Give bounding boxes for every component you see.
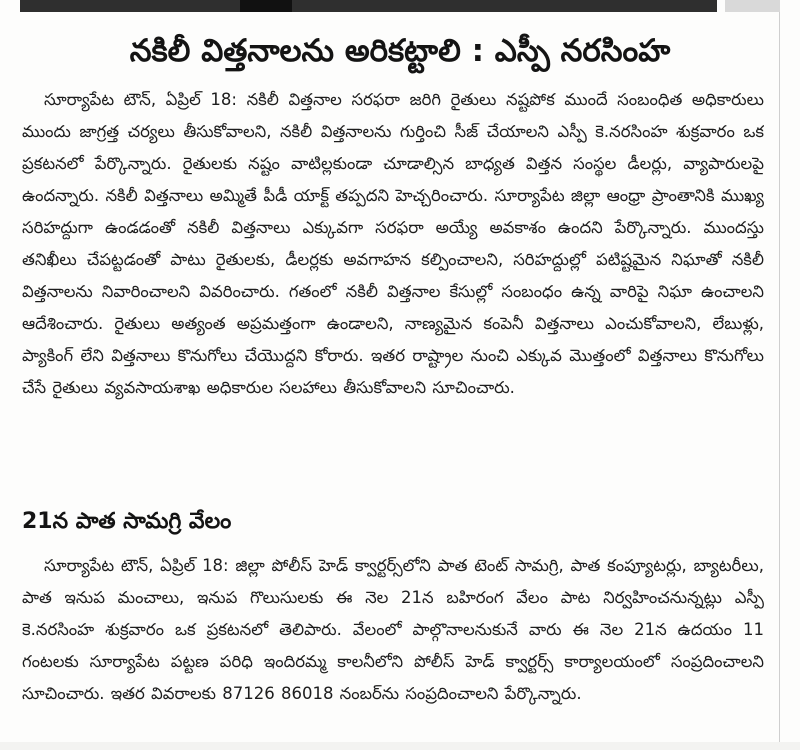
- page-bottom-edge: [0, 742, 800, 750]
- top-banner-bar: [20, 0, 717, 12]
- column-divider: [779, 12, 780, 750]
- brief-heading: 21న పాత సామగ్రి వేలం: [22, 509, 232, 534]
- article-body: సూర్యాపేట టౌన్, ఏప్రిల్ 18: నకిలీ విత్తనాల సరఫరా జరిగి రైతులు నష్టపోక ముందే సంబంధిత అధికారులు ముందు జాగ్రత్త చర్యలు తీసుకోవాలని, నకిలీ విత్తనాలను గుర్తించి సీజ్ చేయాలని ఎస్పీ కె.నరసింహ శుక్రవారం ఒక ప్రకటనలో పేర్కొన్నారు. రైతులకు నష్టం వాటిల్లకుండా చూడాల్సిన బాధ్యత విత్తన సంస్థల డీలర్లు, వ్యాపారులపై ఉందన్నారు. నకిలీ విత్తనాలు అమ్మితే పీడీ యాక్ట్ తప్పదని హెచ్చరించారు. సూర్యాపేట జిల్లా ఆంధ్రా ప్రాంతానికి ముఖ్య సరిహద్దుగా ఉండడంతో నకిలీ విత్తనాలు ఎక్కువగా సరఫరా అయ్యే అవకాశం ఉందని పేర్కొన్నారు. ముందస్తు తనిఖీలు చేపట్టడంతో పాటు రైతులకు, డీలర్లకు అవగాహన కల్పించాలని, సరిహద్దుల్లో పటిష్టమైన నిఘాతో నకిలీ విత్తనాలను నివారించాలని వివరించారు. గతంలో నకిలీ విత్తనాల కేసుల్లో సంబంధం ఉన్న వారిపై నిఘా ఉంచాలని ఆదేశించారు. రైతులు అత్యంత అప్రమత్తంగా ఉండాలని, నాణ్యమైన కంపెనీ విత్తనాలు ఎంచుకోవాలని, లేబుళ్లు, ప్యాకింగ్ లేని విత్తనాలు కొనుగోలు చేయొద్దని కోరారు. ఇతర రాష్ట్రాల నుంచి ఎక్కువ మొత్తంలో విత్తనాలు కొనుగోలు చేసే రైతులు వ్యవసాయశాఖ అధికారుల సలహాలు తీసుకోవాలని సూచించారు.: [22, 90, 764, 397]
- top-banner-block: [240, 0, 292, 12]
- article-headline: నకిలీ విత్తనాలను అరికట్టాలి : ఎస్పీ నరసింహ: [129, 33, 671, 69]
- top-banner-edge: [725, 0, 780, 12]
- brief-body: సూర్యాపేట టౌన్, ఏప్రిల్ 18: జిల్లా పోలీస్ హెడ్ క్వార్టర్స్‌లోని పాత టెంట్ సామగ్రి, పాత కంప్యూటర్లు, బ్యాటరీలు, పాత ఇనుప మంచాలు, ఇనుప గొలుసులకు ఈ నెల 21న బహిరంగ వేలం పాట నిర్వహించనున్నట్లు ఎస్పీ కె.నరసింహ శుక్రవారం ఒక ప్రకటనలో తెలిపారు. వేలంలో పాల్గొనాలనుకునే వారు ఈ నెల 21న ఉదయం 11 గంటలకు సూర్యాపేట పట్టణ పరిధి ఇందిరమ్మ కాలనీలోని పోలీస్ హెడ్ క్వార్టర్స్ కార్యాలయంలో సంప్రదించాలని సూచించారు. ఇతర వివరాలకు 87126 86018 నంబర్‌ను సంప్రదించాలని పేర్కొన్నారు.: [22, 556, 764, 703]
